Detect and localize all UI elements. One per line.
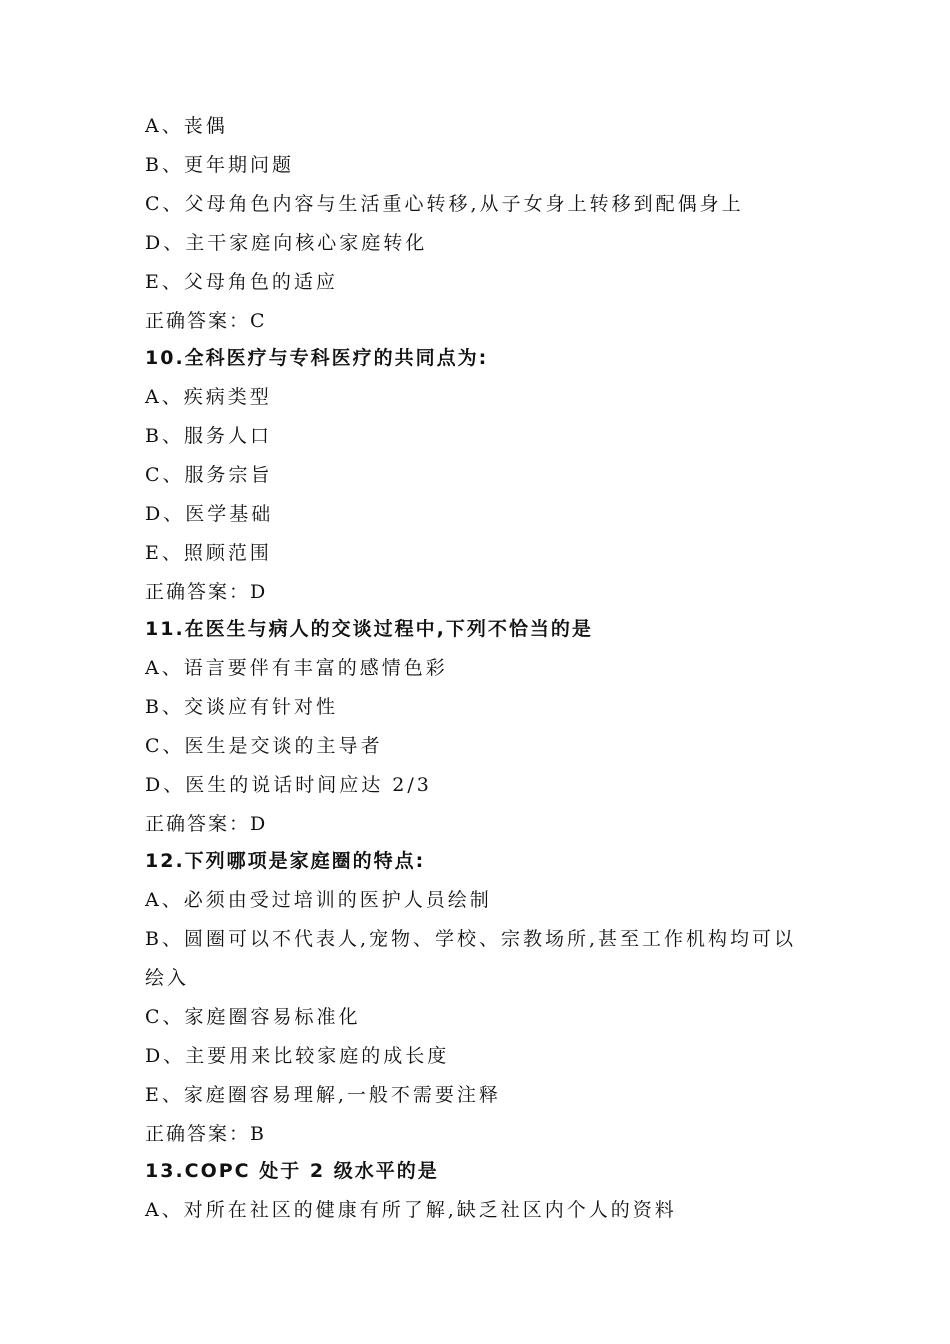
question-line: 11.在医生与病人的交谈过程中,下列不恰当的是 [145,618,593,640]
answer-line: 正确答案：B [145,1123,266,1145]
option-line: C、父母角色内容与生活重心转移,从子女身上转移到配偶身上 [145,193,744,215]
question-line: 12.下列哪项是家庭圈的特点: [145,850,426,872]
option-line: D、主要用来比较家庭的成长度 [145,1045,450,1067]
option-line: A、语言要伴有丰富的感情色彩 [145,657,448,679]
option-line: A、疾病类型 [145,386,272,408]
answer-line: 正确答案：D [145,813,268,835]
question-line: 10.全科医疗与专科医疗的共同点为: [145,347,489,369]
option-line: C、家庭圈容易标准化 [145,1006,361,1028]
option-line: B、圆圈可以不代表人,宠物、学校、宗教场所,甚至工作机构均可以 [145,928,797,950]
option-line-continuation: 绘入 [145,967,190,989]
option-line: A、必须由受过培训的医护人员绘制 [145,889,492,911]
option-line: E、照顾范围 [145,542,272,564]
option-line: C、服务宗旨 [145,464,273,486]
option-line: C、医生是交谈的主导者 [145,735,383,757]
option-line: A、对所在社区的健康有所了解,缺乏社区内个人的资料 [145,1199,677,1221]
option-line: E、家庭圈容易理解,一般不需要注释 [145,1084,501,1106]
answer-line: 正确答案：D [145,581,268,603]
question-line: 13.COPC 处于 2 级水平的是 [145,1160,439,1182]
option-line: D、医生的说话时间应达 2/3 [145,774,432,796]
option-line: D、主干家庭向核心家庭转化 [145,232,428,254]
option-line: D、医学基础 [145,503,274,525]
option-line: B、服务人口 [145,425,272,447]
option-line: E、父母角色的适应 [145,271,338,293]
option-line: B、交谈应有针对性 [145,696,338,718]
option-line: B、更年期问题 [145,154,294,176]
option-line: A、丧偶 [145,115,228,137]
answer-line: 正确答案：C [145,310,267,332]
